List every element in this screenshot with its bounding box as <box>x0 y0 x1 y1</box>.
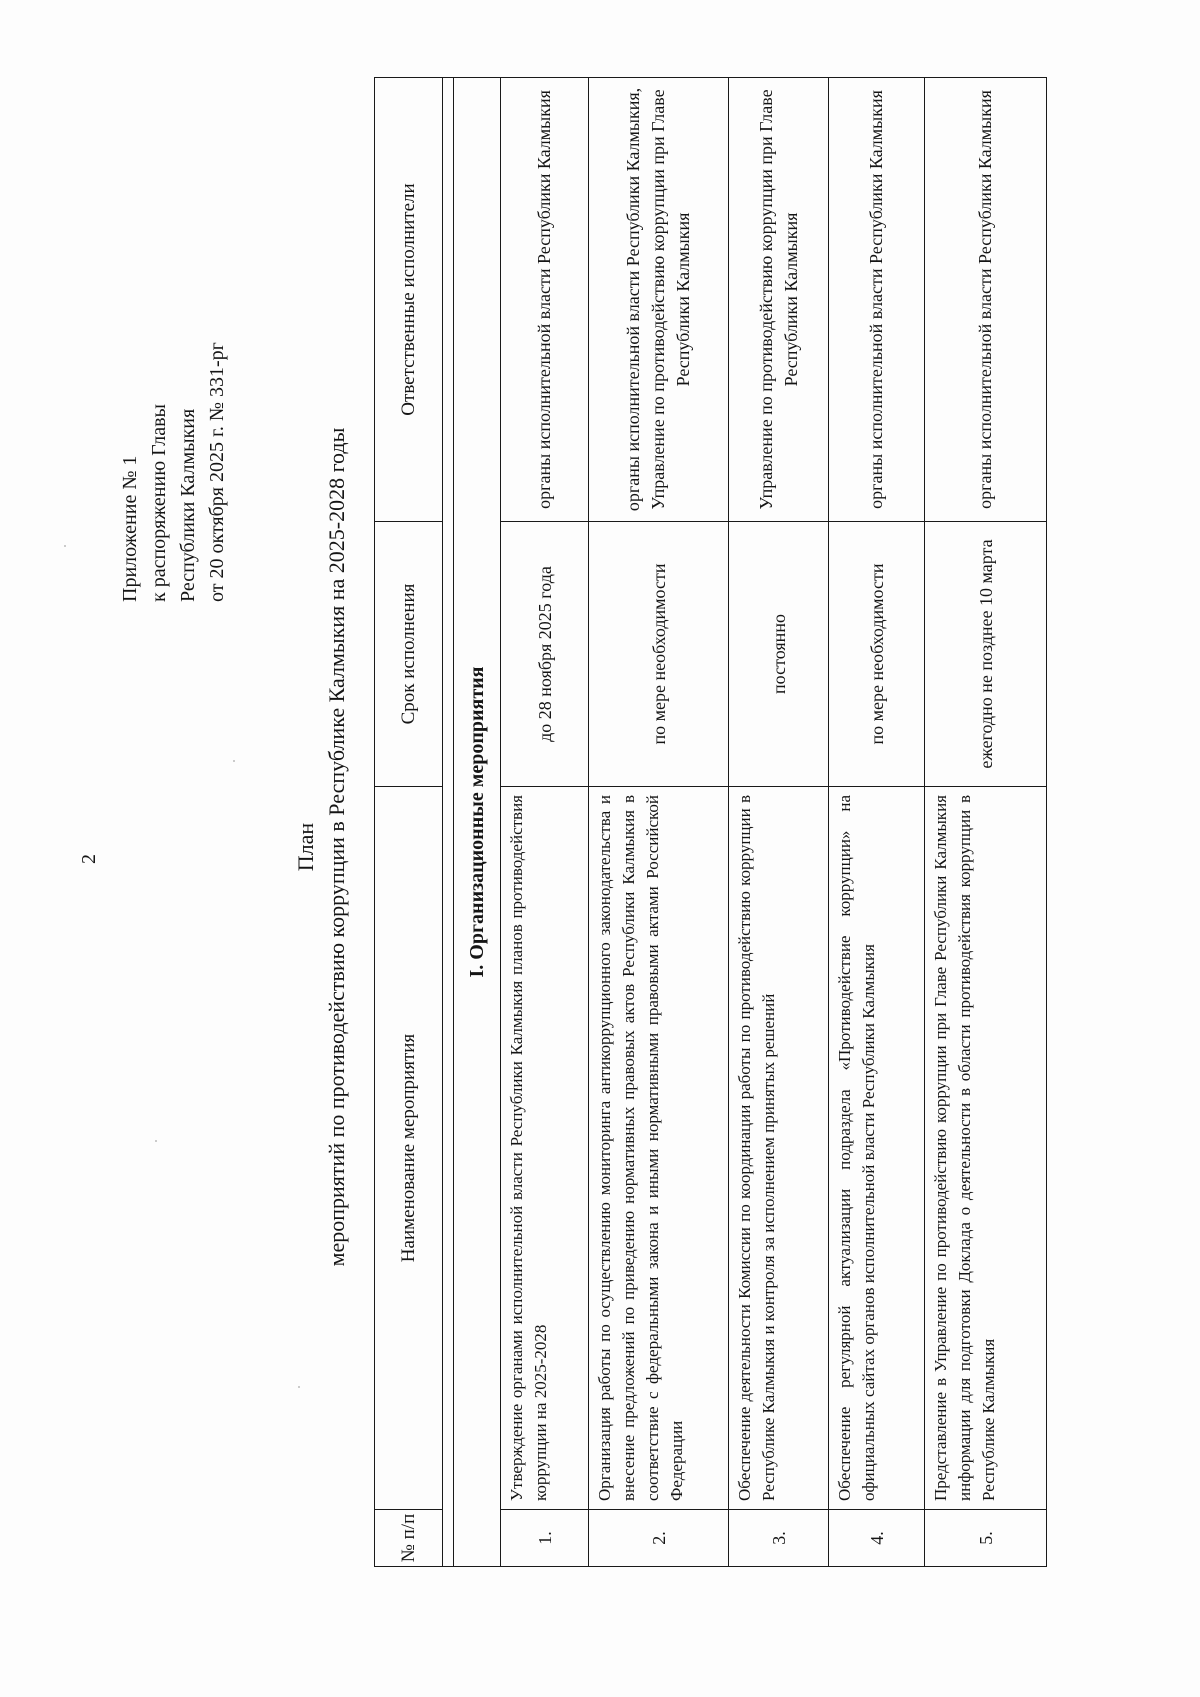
row-executors: Управление по противодействию коррупции при Главе Республики Калмыкия <box>729 78 829 522</box>
scan-speck <box>155 1140 157 1142</box>
row-name: Обеспечение деятельности Комиссии по координации работы по противодействию коррупции в Республике Калмыкия и контроля за исполнением принятых решений <box>729 787 829 1510</box>
scan-speck <box>298 1386 300 1388</box>
row-number: 3. <box>729 1510 829 1567</box>
header-executors: Ответственные исполнители <box>375 78 443 522</box>
header-deadline: Срок исполнения <box>375 522 443 787</box>
scan-speck <box>64 545 66 547</box>
plan-title-word: План <box>293 822 318 872</box>
row-deadline: по мере необходимости <box>829 522 925 787</box>
row-executors: органы исполнительной власти Республики Калмыкия <box>829 78 925 522</box>
section-heading: I. Организационные мероприятия <box>454 78 501 1567</box>
plan-title-subtitle: мероприятий по противодействию коррупции в Республике Калмыкия на 2025-2028 годы <box>324 427 349 1267</box>
row-executors: органы исполнительной власти Республики Калмыкия <box>925 78 1047 522</box>
row-deadline: постоянно <box>729 522 829 787</box>
row-name: Представление в Управление по противодействию коррупции при Главе Республики Калмыкия информации для подготовки Доклада о деятельности в области противодействия коррупции в Республике Калмыкия <box>925 787 1047 1510</box>
header-name: Наименование мероприятия <box>375 787 443 1510</box>
appendix-block <box>116 142 232 602</box>
row-deadline: ежегодно не позднее 10 марта <box>925 522 1047 787</box>
page-number: 2 <box>78 854 100 864</box>
table-row <box>729 78 829 1567</box>
plan-table <box>374 77 1047 1567</box>
row-executors: органы исполнительной власти Республики Калмыкия, Управление по противодействию коррупции при Главе Республики Калмыкия <box>589 78 729 522</box>
row-number: 5. <box>925 1510 1047 1567</box>
appendix-line: Республики Калмыкия <box>177 408 199 602</box>
appendix-line: Приложение № 1 <box>119 455 141 602</box>
row-number: 2. <box>589 1510 729 1567</box>
row-number: 4. <box>829 1510 925 1567</box>
table-row <box>501 78 589 1567</box>
row-name: Обеспечение регулярной актуализации подраздела «Противодействие коррупции» на официальных сайтах органов исполнительной власти Республики Калмыкия <box>829 787 925 1510</box>
table-row <box>829 78 925 1567</box>
row-name: Утверждение органами исполнительной власти Республики Калмыкия планов противодействия коррупции на 2025-2028 <box>501 787 589 1510</box>
table-row <box>589 78 729 1567</box>
table-row <box>925 78 1047 1567</box>
section-heading-row <box>454 78 501 1567</box>
row-name: Организация работы по осуществлению мониторинга антикоррупционного законодательства и внесение предложений по приведению нормативных правовых актов Республики Калмыкия в соответствие с федеральными закона и иными нормативными правовыми актами Российской Федерации <box>589 787 729 1510</box>
row-deadline: до 28 ноября 2025 года <box>501 522 589 787</box>
row-number: 1. <box>501 1510 589 1567</box>
table-header-row <box>375 78 443 1567</box>
appendix-line: к распоряжению Главы <box>148 404 170 602</box>
header-num: № п/п <box>375 1510 443 1567</box>
scan-speck <box>233 760 235 762</box>
appendix-line: от 20 октября 2025 г. № 331-рг <box>206 342 228 602</box>
plan-title <box>290 97 352 1597</box>
spacer-row <box>443 78 454 1567</box>
row-executors: органы исполнительной власти Республики Калмыкия <box>501 78 589 522</box>
row-deadline: по мере необходимости <box>589 522 729 787</box>
